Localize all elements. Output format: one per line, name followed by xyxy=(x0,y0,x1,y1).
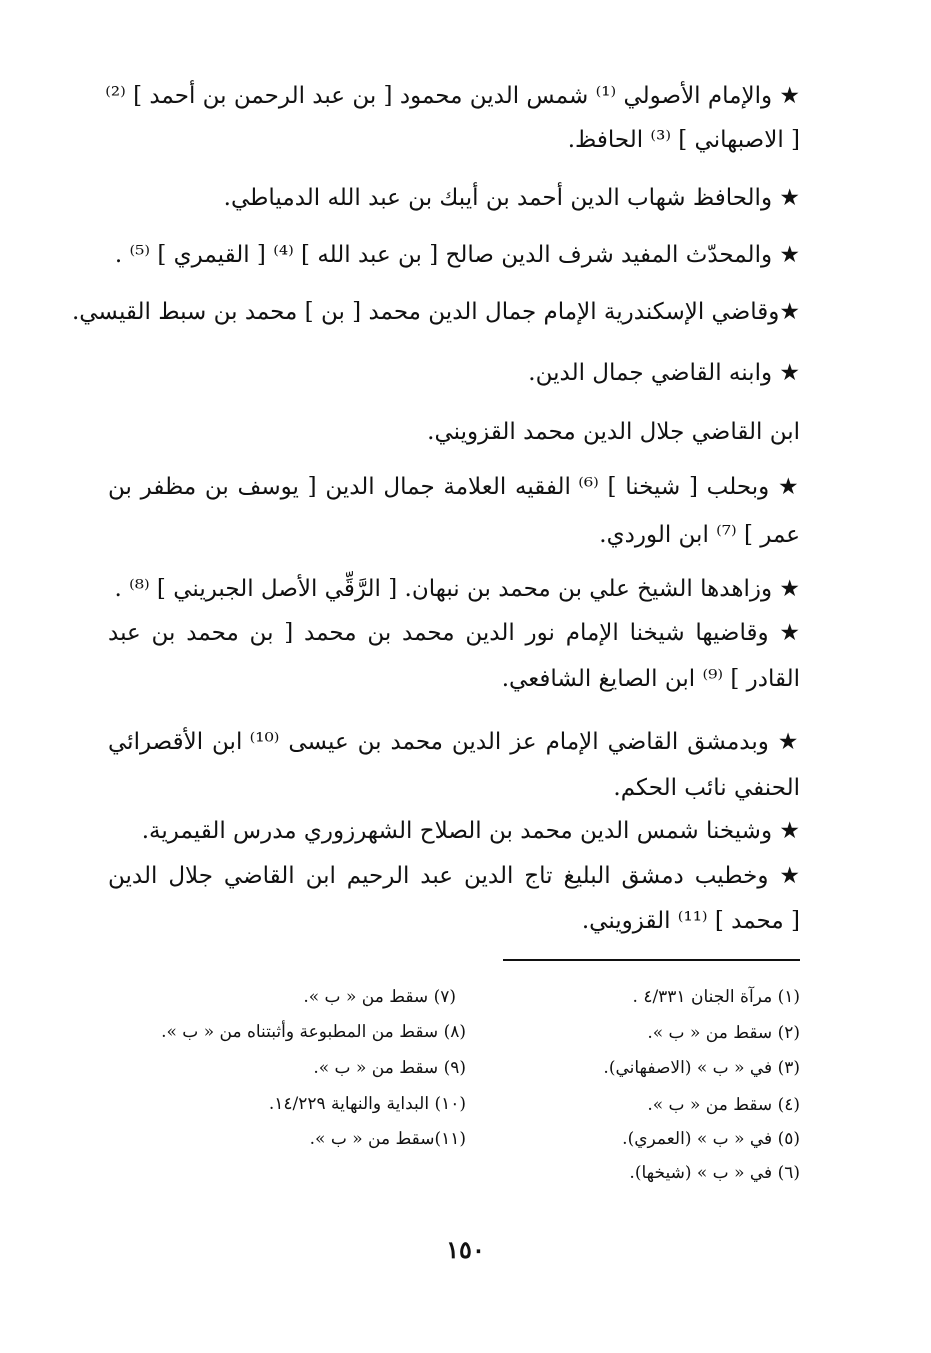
footnote-item: (٩) سقط من « ب ». xyxy=(313,1058,466,1078)
body-line: ★ وشيخنا شمس الدين محمد بن الصلاح الشهرزوري مدرس القيمرية. xyxy=(141,818,800,844)
footnote-item: (٨) سقط من المطبوعة وأثبتناه من « ب ». xyxy=(161,1022,466,1042)
footnote-item: (٧) سقط من « ب ». xyxy=(303,987,456,1007)
footnote-item: (٣) في « ب » (الاصفهاني). xyxy=(603,1058,800,1078)
footnote-item: (٤) سقط من « ب ». xyxy=(647,1095,800,1115)
body-line: [ الاصبهاني ] ⁽³⁾ الحافظ. xyxy=(567,127,800,153)
footnote-item: (٦) في « ب » (شيخها). xyxy=(629,1163,800,1183)
body-line: ★وقاضي الإسكندرية الإمام جمال الدين محمد [ بن ] محمد بن سبط القيسي. xyxy=(71,299,800,325)
body-line: [ محمد ] ⁽¹¹⁾ القزويني. xyxy=(581,908,800,934)
body-line: القادر ] ⁽⁹⁾ ابن الصايغ الشافعي. xyxy=(501,666,800,692)
body-line: ★ وقاضيها شيخنا الإمام نور الدين محمد بن محمد [ بن محمد بن عبد xyxy=(108,620,800,646)
footnote-item: (١) مرآة الجنان ٤/٣٣١ . xyxy=(632,987,800,1007)
body-line: ★ والإمام الأصولي ⁽¹⁾ شمس الدين محمود [ بن عبد الرحمن بن أحمد ] ⁽²⁾ xyxy=(105,83,800,109)
body-line: ★ وبحلب [ شيخنا ] ⁽⁶⁾ الفقيه العلامة جمال الدين [ يوسف بن مظفر بن xyxy=(108,474,800,500)
footnote-separator xyxy=(503,959,800,961)
body-line: ★ وابنه القاضي جمال الدين. xyxy=(528,360,800,386)
body-line: ابن القاضي جلال الدين محمد القزويني. xyxy=(427,419,800,445)
footnote-item: (٥) في « ب » (العمري). xyxy=(622,1129,800,1149)
body-line: ★ وزاهدها الشيخ علي بن محمد بن نبهان. [ الرَّقِّي الأصل الجبريني ] ⁽⁸⁾ . xyxy=(114,576,800,602)
body-line: ★ والمحدّث المفيد شرف الدين صالح [ بن عبد الله ] ⁽⁴⁾ [ القيمري ] ⁽⁵⁾ . xyxy=(114,242,800,268)
footnote-item: (١١)سقط من « ب ». xyxy=(309,1129,466,1149)
body-line: ★ والحافظ شهاب الدين أحمد بن أيبك بن عبد الله الدمياطي. xyxy=(223,185,800,211)
page-number: ١٥٠ xyxy=(446,1235,485,1264)
body-line: الحنفي نائب الحكم. xyxy=(613,775,800,801)
footnote-item: (٢) سقط من « ب ». xyxy=(647,1023,800,1043)
body-line: ★ وخطيب دمشق البليغ تاج الدين عبد الرحيم ابن القاضي جلال الدين xyxy=(108,863,800,889)
body-line: عمر ] ⁽⁷⁾ ابن الوردي. xyxy=(599,522,800,548)
footnote-item: (١٠) البداية والنهاية ١٤/٢٢٩. xyxy=(268,1094,466,1114)
body-line: ★ وبدمشق القاضي الإمام عز الدين محمد بن عيسى ⁽¹⁰⁾ ابن الأقصرائي xyxy=(108,729,801,755)
